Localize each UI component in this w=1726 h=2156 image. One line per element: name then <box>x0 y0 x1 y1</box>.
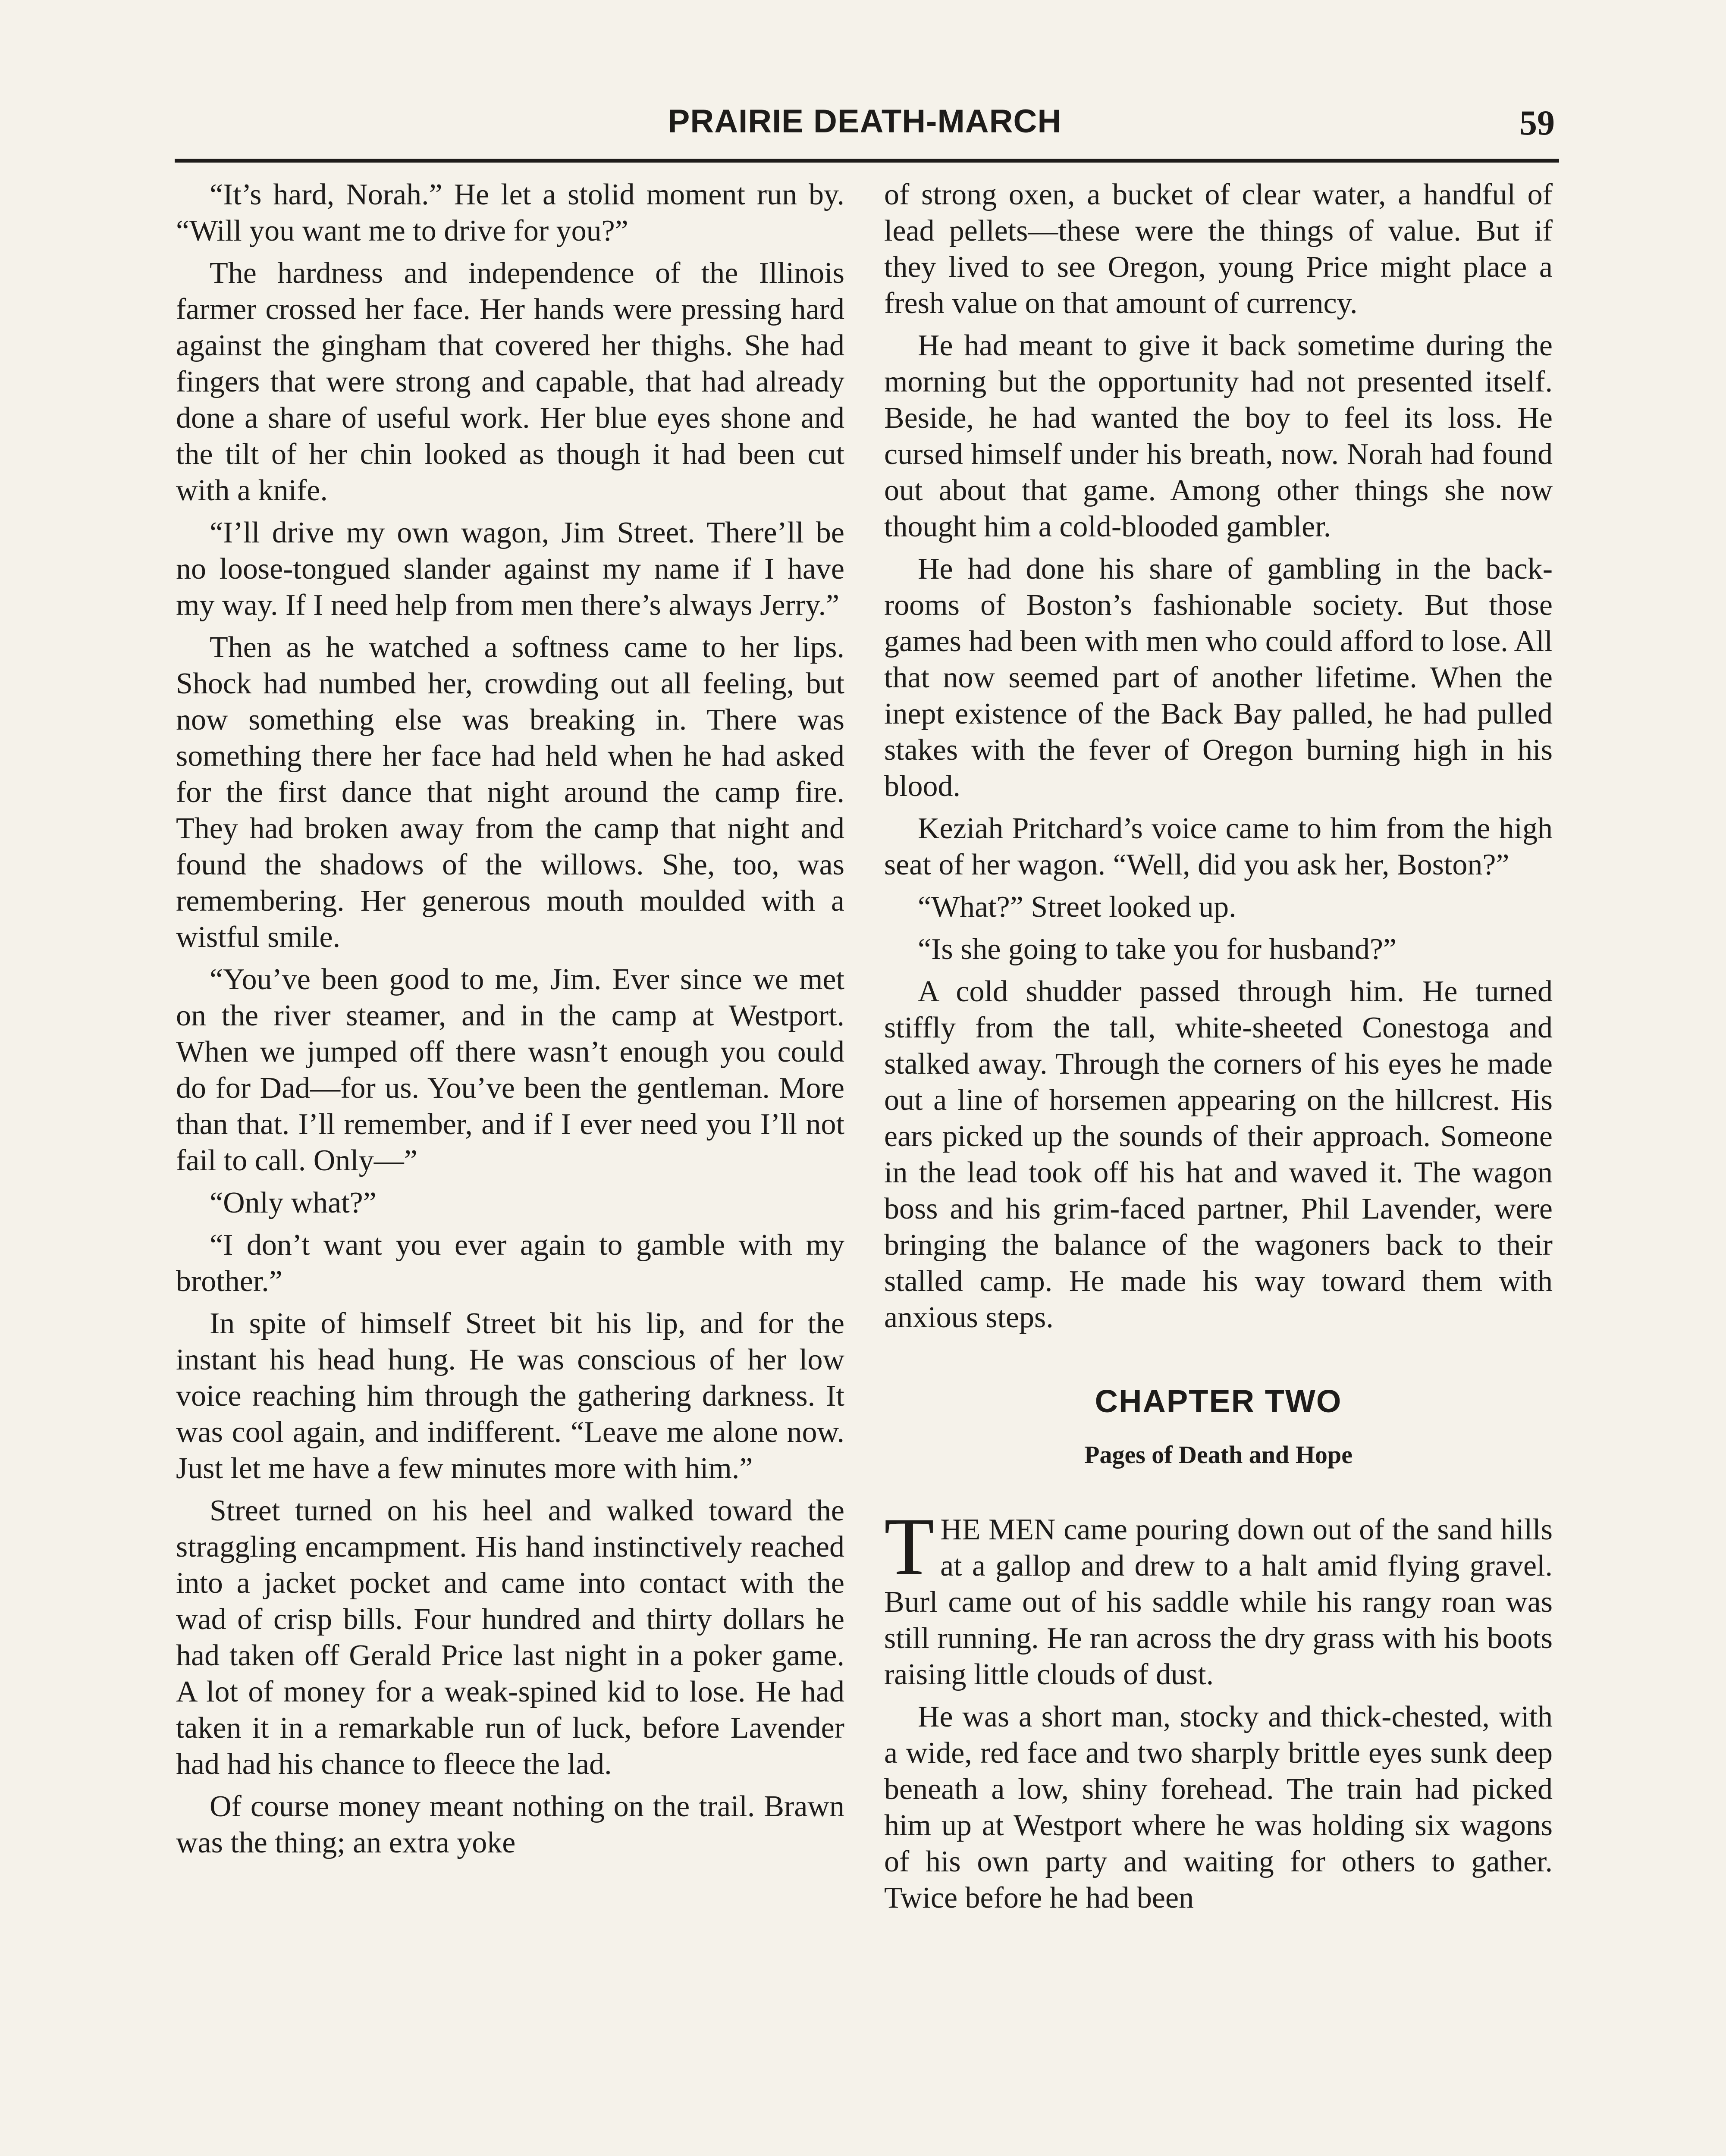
page-header <box>175 98 1555 163</box>
running-title: PRAIRIE DEATH-MARCH <box>668 103 1062 140</box>
chapter-title: CHAPTER TWO <box>1095 1383 1342 1419</box>
paragraph: of strong oxen, a bucket of clear water, a handful of lead pellets—these were the things of value. But if they lived to see Oregon, young Price might place a fresh value on that amount of currency. <box>884 178 1553 320</box>
drop-cap: T <box>884 1501 935 1592</box>
paragraph: The hardness and independence of the Illinois farmer crossed her face. Her hands were pressing hard against the gingham that covered her thighs. She had fingers that were strong and capable, that had already done a share of useful work. Her blue eyes shone and the tilt of her chin looked as though it had been cut with a knife. <box>176 257 844 507</box>
paragraph: “Only what?” <box>210 1186 377 1219</box>
paragraph: “You’ve been good to me, Jim. Ever since we met on the river steamer, and in the camp at Westport. When we jumped off there wasn’t enough you could do for Dad—for us. You’ve been the gentleman. More than that. I’ll remember, and if I ever need you I’ll not fail to call. Only—” <box>176 963 844 1177</box>
paragraph: Keziah Pritchard’s voice came to him from the high seat of her wagon. “Well, did you ask her, Boston?” <box>884 812 1553 881</box>
header-rule <box>175 159 1559 163</box>
paragraph: “Is she going to take you for husband?” <box>918 933 1396 966</box>
paragraph: “What?” Street looked up. <box>918 890 1236 924</box>
opening-text: HE MEN came pouring down out of the sand hills at a gallop and drew to a halt amid flying gravel. Burl came out of his saddle while his rangy roan was still running. He ran across the dry grass with his boots raising little clouds of dust. <box>884 1513 1553 1691</box>
paragraph: He had done his share of gambling in the back-rooms of Boston’s fashionable society. But those games had been with men who could afford to lose. All that now seemed part of another lifetime. When the inept existence of the Back Bay palled, he had pulled stakes with the fever of Oregon burning high in his blood. <box>884 552 1553 803</box>
paragraph: In spite of himself Street bit his lip, and for the instant his head hung. He was conscious of her low voice reaching him through the gathering darkness. It was cool again, and indifferent. “Leave me alone now. Just let me have a few minutes more with him.” <box>176 1307 844 1485</box>
left-column <box>176 177 844 1867</box>
page-number: 59 <box>1519 103 1555 142</box>
chapter-opening-paragraph <box>884 1501 1553 1693</box>
chapter-subtitle: Pages of Death and Hope <box>1084 1441 1353 1469</box>
paragraph: Then as he watched a softness came to her lips. Shock had numbed her, crowding out all feeling, but now something else was breaking in. There was something there her face had held when he had asked for the first dance that night around the camp fire. They had broken away from the camp that night and found the shadows of the willows. She, too, was remembering. Her generous mouth moulded with a wistful smile. <box>176 631 844 954</box>
paragraph: Street turned on his heel and walked toward the straggling encampment. His hand instinctively reached into a jacket pocket and came into contact with the wad of crisp bills. Four hundred and thirty dollars he had taken off Gerald Price last night in a poker game. A lot of money for a weak-spined kid to lose. He had taken it in a remarkable run of luck, before Lavender had had his chance to fleece the lad. <box>176 1494 844 1781</box>
paragraph: “It’s hard, Norah.” He let a stolid moment run by. “Will you want me to drive for you?” <box>176 178 844 248</box>
paragraph: “I’ll drive my own wagon, Jim Street. There’ll be no loose-tongued slander against my name if I have my way. If I need help from men there’s always Jerry.” <box>176 516 844 622</box>
right-column <box>884 177 1553 1922</box>
paragraph: He had meant to give it back sometime during the morning but the opportunity had not presented itself. Beside, he had wanted the boy to feel its loss. He cursed himself under his breath, now. Norah had found out about that game. Among other things she now thought him a cold-blooded gambler. <box>884 329 1553 543</box>
paragraph: He was a short man, stocky and thick-chested, with a wide, red face and two sharply brittle eyes sunk deep beneath a low, shiny forehead. The train had picked him up at Westport where he was holding six wagons of his own party and waiting for others to gather. Twice before he had been <box>884 1700 1553 1915</box>
paragraph: A cold shudder passed through him. He turned stiffly from the tall, white-sheeted Conestoga and stalked away. Through the corners of his eyes he made out a line of horsemen appearing on the hillcrest. His ears picked up the sounds of their approach. Someone in the lead took off his hat and waved it. The wagon boss and his grim-faced partner, Phil Lavender, were bringing the balance of the wagoners back to their stalled camp. He made his way toward them with anxious steps. <box>884 975 1553 1334</box>
paragraph: “I don’t want you ever again to gamble with my brother.” <box>176 1228 844 1298</box>
paragraph: Of course money meant nothing on the trail. Brawn was the thing; an extra yoke <box>176 1790 844 1859</box>
